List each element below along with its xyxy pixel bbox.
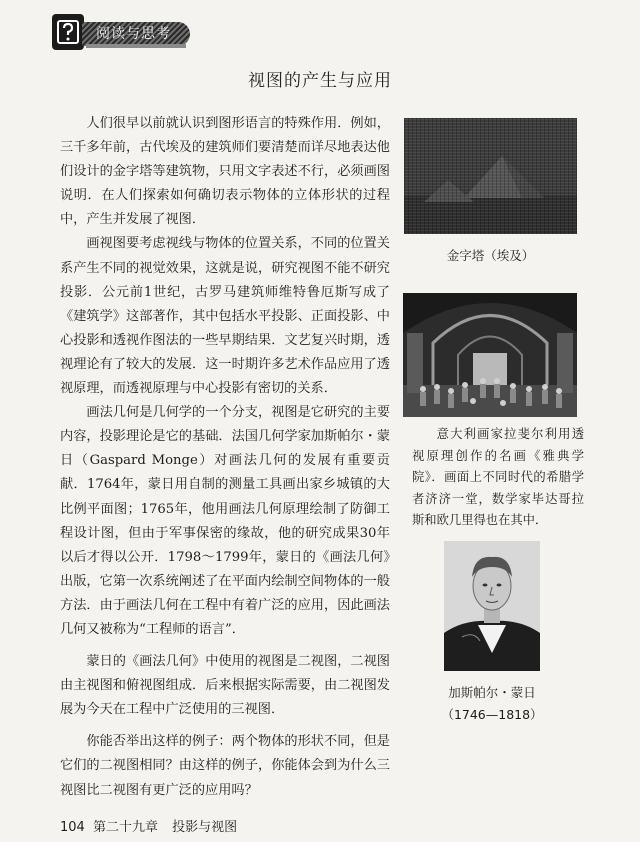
reading-banner	[52, 14, 192, 52]
painting-caption: 意大利画家拉斐尔利用透视原理创作的名画《雅典学院》．画面上不同时代的希腊学者济济一堂，数学家毕达哥拉斯和欧几里得也在其中．	[412, 427, 584, 527]
paragraph: 人们很早以前就认识到图形语言的特殊作用．例如，三千多年前，古代埃及的建筑师们要清楚而详尽地表达他们设计的金字塔等建筑物，只用文字表述不行，必须画图说明．在人们探索如何确切表示物体的立体形状的过程中，产生并发展了视图．	[60, 116, 390, 228]
banner-underline	[86, 44, 186, 48]
paragraph: 画视图要考虑视线与物体的位置关系，不同的位置关系产生不同的视觉效果，这就是说，研究视图不能不研究投影．公元前1世纪，古罗马建筑师维特鲁厄斯写成了《建筑学》这部著作，其中包括水平投影、正面投影、中心投影和透视作图法的一些早期结果．文艺复兴时期，透视理论有了较大的发展．这一时期许多艺术作品应用了透视原理，而透视原理与中心投影有密切的关系．	[60, 236, 390, 397]
question-book-icon	[52, 14, 84, 50]
monge-name: 加斯帕尔・蒙日	[448, 685, 536, 700]
page-number: 104	[60, 820, 85, 835]
monge-years: （1746—1818）	[441, 707, 543, 722]
paragraph: 你能否举出这样的例子：两个物体的形状不同，但是它们的二视图相同？由这样的例子，你能体会到为什么三视图比二视图有更广泛的应用吗？	[60, 734, 390, 798]
section-label: 投影与视图	[172, 820, 238, 835]
banner-label: 阅读与思考	[82, 22, 190, 46]
article-body	[60, 112, 390, 803]
pyramid-photo	[404, 118, 577, 234]
portrait-caption	[434, 682, 550, 726]
pyramid-caption: 金字塔（埃及）	[446, 248, 535, 263]
chapter-label: 第二十九章	[92, 820, 158, 835]
paragraph: 蒙日的《画法几何》中使用的视图是二视图，二视图由主视图和俯视图组成．后来根据实际需要，由二视图发展为今天在工程中广泛使用的三视图．	[60, 654, 390, 718]
monge-portrait	[444, 541, 540, 671]
page-footer	[60, 816, 237, 835]
paragraph: 画法几何是几何学的一个分支，视图是它研究的主要内容，投影理论是它的基础．法国几何学家加斯帕尔・蒙日（Gaspard Monge）对画法几何的发展有重要贡献．1764年，蒙日用自制的测量工具画出家乡城镇的大比例平面图；1765年，他用画法几何原理绘制了防御工程设计图，但由于军事保密的缘故，他的研究成果30年以后才得以公开．1798～1799年，蒙日的《画法几何》出版，它第一次系统阐述了在平面内绘制空间物体的一般方法．由于画法几何在工程中有着广泛的应用，因此画法几何又被称为“工程师的语言”．	[60, 405, 390, 637]
page-title: 视图的产生与应用	[248, 71, 392, 91]
school-of-athens-painting	[403, 293, 577, 417]
